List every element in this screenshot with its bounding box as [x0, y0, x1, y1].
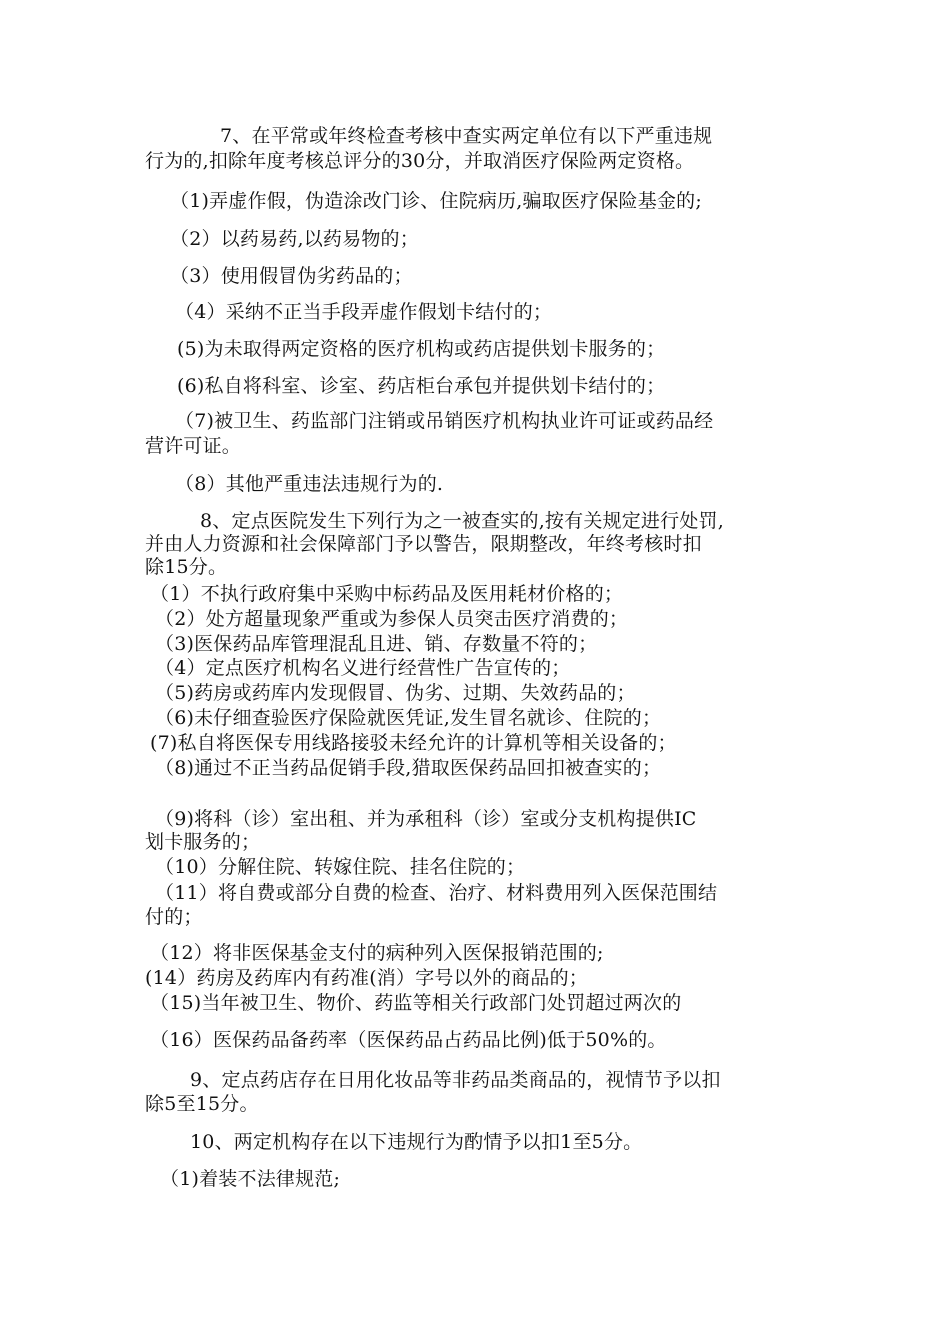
- text-line: （8）其他严重违法违规行为的.: [175, 473, 444, 495]
- text-line: (5)为未取得两定资格的医疗机构或药店提供划卡服务的；: [177, 338, 666, 360]
- text-line: （4）采纳不正当手段弄虚作假划卡结付的；: [175, 301, 553, 323]
- text-line: 除5至15分。: [145, 1093, 259, 1115]
- text-line: （9)将科（诊）室出租、并为承租科（诊）室或分支机构提供IC: [155, 808, 697, 830]
- text-line: （8)通过不正当药品促销手段,猎取医保药品回扣被查实的；: [155, 757, 662, 779]
- text-line: （15)当年被卫生、物价、药监等相关行政部门处罚超过两次的: [150, 992, 682, 1014]
- text-line: （16）医保药品备药率（医保药品占药品比例)低于50%的。: [150, 1029, 667, 1051]
- text-line: （12）将非医保基金支付的病种列入医保报销范围的;: [150, 942, 604, 964]
- text-line: （2）以药易药,以药易物的；: [170, 228, 419, 250]
- text-line: (7)私自将医保专用线路接驳未经允许的计算机等相关设备的；: [150, 732, 677, 754]
- text-line: （4）定点医疗机构名义进行经营性广告宣传的；: [155, 657, 571, 679]
- text-line: （6)未仔细查验医疗保险就医凭证,发生冒名就诊、住院的；: [155, 707, 662, 729]
- text-line: （1)着装不法律规范;: [160, 1168, 341, 1190]
- text-line: 行为的,扣除年度考核总评分的30分，并取消医疗保险两定资格。: [145, 150, 695, 172]
- text-line: (6)私自将科室、诊室、药店柜台承包并提供划卡结付的；: [177, 375, 666, 397]
- text-line: （1）不执行政府集中采购中标药品及医用耗材价格的；: [150, 583, 624, 605]
- text-line: （1)弄虚作假，伪造涂改门诊、住院病历,骗取医疗保险基金的;: [170, 190, 702, 212]
- text-line: 并由人力资源和社会保障部门予以警告，限期整改，年终考核时扣: [145, 533, 702, 555]
- text-line: 划卡服务的；: [145, 831, 261, 853]
- text-line: （5)药房或药库内发现假冒、伪劣、过期、失效药品的；: [155, 682, 636, 704]
- text-line: 7、在平常或年终检查考核中查实两定单位有以下严重违规: [220, 125, 713, 147]
- text-line: （3)医保药品库管理混乱且进、销、存数量不符的；: [155, 633, 598, 655]
- text-line: 10、两定机构存在以下违规行为酌情予以扣1至5分。: [190, 1131, 643, 1153]
- text-line: 付的；: [145, 906, 203, 928]
- text-line: 除15分。: [145, 556, 228, 578]
- text-line: (14）药房及药库内有药准(消）字号以外的商品的；: [145, 967, 589, 989]
- text-line: 营许可证。: [145, 435, 242, 457]
- text-line: （10）分解住院、转嫁住院、挂名住院的；: [155, 856, 526, 878]
- text-line: 8、定点医院发生下列行为之一被查实的,按有关规定进行处罚,: [200, 510, 724, 532]
- text-line: （11）将自费或部分自费的检查、治疗、材料费用列入医保范围结: [155, 882, 718, 904]
- text-line: （2）处方超量现象严重或为参保人员突击医疗消费的；: [155, 608, 629, 630]
- text-line: （3）使用假冒伪劣药品的；: [170, 265, 413, 287]
- text-line: （7)被卫生、药监部门注销或吊销医疗机构执业许可证或药品经: [175, 410, 714, 432]
- text-line: 9、定点药店存在日用化妆品等非药品类商品的，视情节予以扣: [190, 1069, 721, 1091]
